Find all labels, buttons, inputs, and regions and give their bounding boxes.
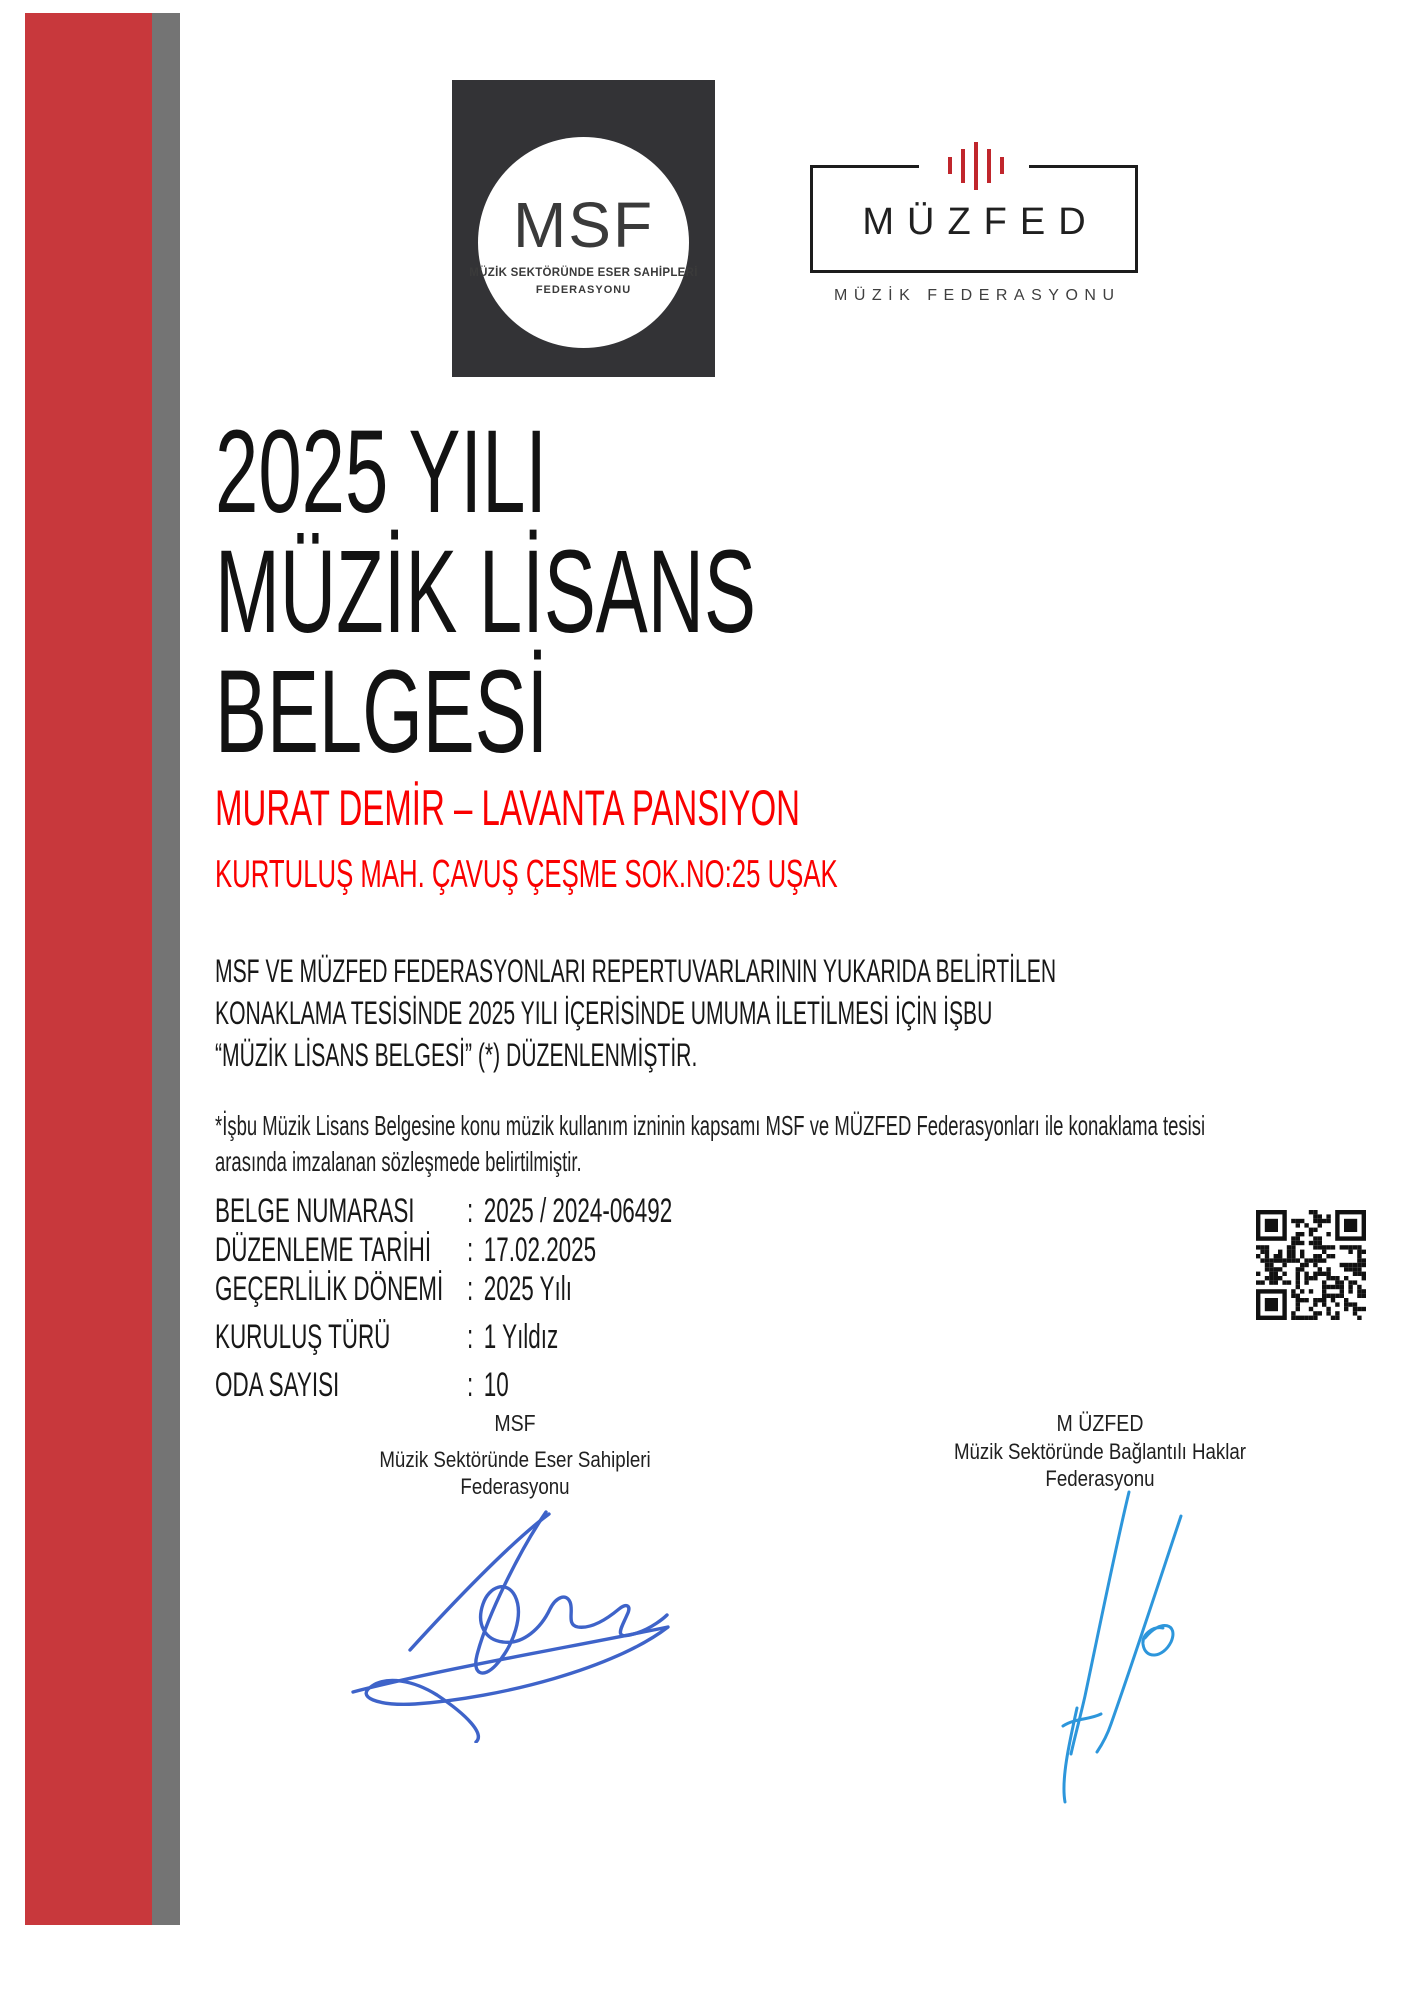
detail-label: DÜZENLEME TARİHİ: [215, 1231, 432, 1269]
licensee-name: MURAT DEMİR – LAVANTA PANSIYON: [215, 780, 800, 836]
signature-org-line: Federasyonu: [1045, 1466, 1155, 1491]
detail-label: BELGE NUMARASI: [215, 1192, 415, 1230]
detail-row: [215, 1318, 778, 1357]
detail-separator: :: [467, 1318, 474, 1356]
body-line: “MÜZİK LİSANS BELGESİ” (*) DÜZENLENMİŞTİR.: [215, 1037, 698, 1073]
sound-wave-icon: [974, 142, 978, 190]
detail-separator: :: [467, 1192, 474, 1230]
body-line: KONAKLAMA TESİSİNDE 2025 YILI İÇERİSİNDE UMUMA İLETİLMESİ İÇİN İŞBU: [215, 995, 993, 1031]
detail-row: [215, 1270, 778, 1309]
msf-logo-acronym: MSF: [512, 189, 655, 261]
muzfed-logo-name: MÜZFED: [862, 201, 1099, 243]
muzfed-logo: [810, 165, 1138, 273]
left-red-bar: [25, 13, 152, 1925]
signature-org-line: Müzik Sektöründe Eser Sahipleri: [379, 1447, 651, 1472]
details-list: [215, 1192, 778, 1405]
detail-value: 2025 / 2024-06492: [483, 1192, 673, 1230]
detail-value: 2025 Yılı: [483, 1270, 572, 1308]
detail-value: 10: [483, 1366, 509, 1404]
qr-code: [1256, 1210, 1366, 1320]
footnote: [215, 1108, 1205, 1180]
sound-wave-icon: [948, 157, 952, 174]
licensee-address: KURTULUŞ MAH. ÇAVUŞ ÇEŞME SOK.NO:25 UŞAK: [215, 853, 838, 896]
detail-separator: :: [467, 1366, 474, 1404]
muzfed-border-segment: [813, 165, 919, 168]
left-gray-bar: [152, 13, 180, 1925]
sound-wave-icon: [987, 149, 991, 183]
detail-separator: :: [467, 1231, 474, 1269]
msf-logo-circle: [469, 137, 698, 348]
signature-org-line: Federasyonu: [460, 1474, 570, 1499]
body-paragraph: [215, 950, 1056, 1076]
page-title: [215, 406, 756, 778]
sound-wave-icon: [961, 149, 965, 183]
body-line: MSF VE MÜZFED FEDERASYONLARI REPERTUVARLARININ YUKARIDA BELİRTİLEN: [215, 953, 1057, 989]
detail-row: [215, 1231, 778, 1270]
title-line: 2025 YILI: [215, 406, 548, 538]
detail-label: ODA SAYISI: [215, 1366, 340, 1404]
sound-wave-icon: [1000, 157, 1004, 174]
detail-value: 17.02.2025: [483, 1231, 597, 1269]
signature-org: MSF: [494, 1410, 536, 1436]
msf-logo-line2: FEDERASYONU: [535, 284, 632, 296]
detail-label: GEÇERLİLİK DÖNEMİ: [215, 1270, 444, 1308]
detail-separator: :: [467, 1270, 474, 1308]
detail-row: [215, 1192, 778, 1231]
signature-block-msf: [305, 1408, 725, 1500]
title-line: BELGESİ: [215, 646, 549, 778]
detail-row: [215, 1366, 778, 1405]
signature-msf: [315, 1498, 675, 1743]
muzfed-border-segment: [1029, 165, 1135, 168]
detail-value: 1 Yıldız: [483, 1318, 559, 1356]
detail-label: KURULUŞ TÜRÜ: [215, 1318, 391, 1356]
msf-logo-line1: MÜZİK SEKTÖRÜNDE ESER SAHİPLERİ: [469, 267, 698, 279]
title-line: MÜZİK LİSANS: [215, 526, 756, 658]
signature-org: M ÜZFED: [1056, 1410, 1144, 1436]
muzfed-logo-subtitle: MÜZİK FEDERASYONU: [833, 287, 1121, 304]
signature-muzfed: [1012, 1478, 1212, 1808]
signature-org-line: Müzik Sektöründe Bağlantılı Haklar: [953, 1439, 1247, 1464]
footnote-line: arasında imzalanan sözleşmede belirtilmiştir.: [215, 1146, 582, 1177]
msf-logo: [452, 80, 715, 377]
footnote-line: *İşbu Müzik Lisans Belgesine konu müzik kullanım izninin kapsamı MSF ve MÜZFED Federasyonları ile konaklama tesisi: [215, 1110, 1206, 1141]
